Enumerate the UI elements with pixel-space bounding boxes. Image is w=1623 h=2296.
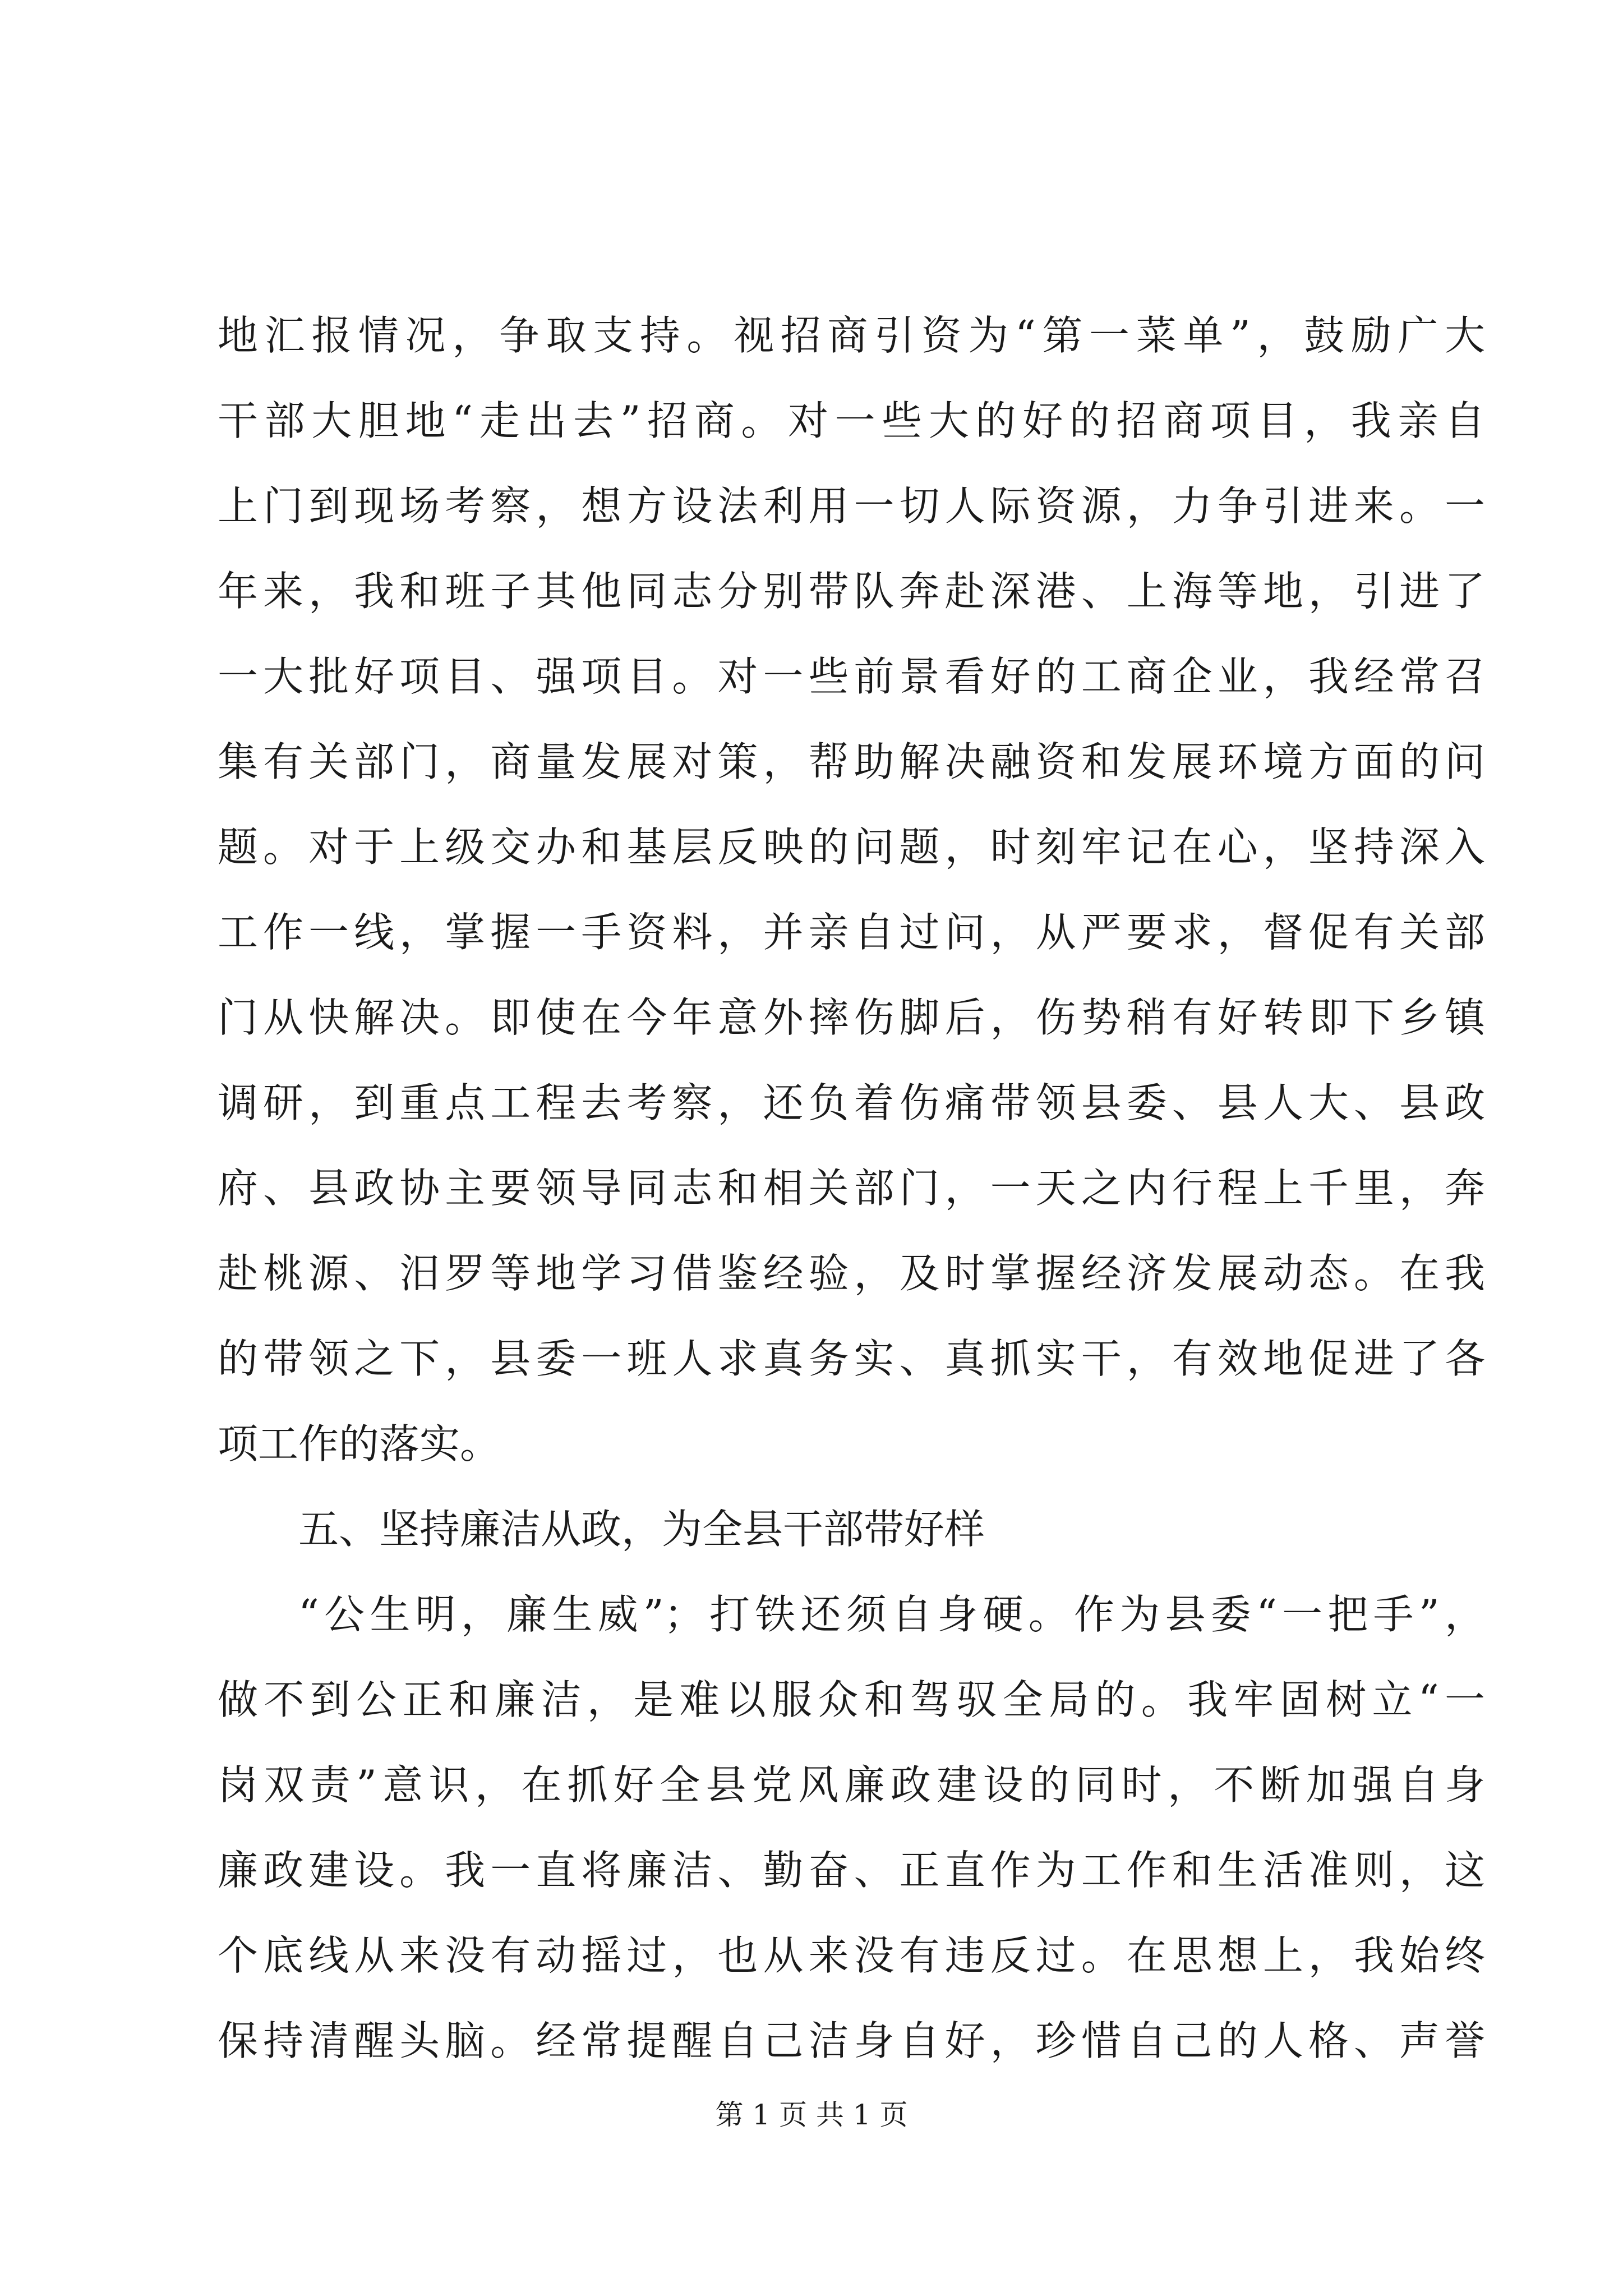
paragraph-line: 保持清醒头脑。经常提醒自己洁身自好，珍惜自己的人格、声誉 [218,2017,1485,2064]
document-body [218,293,1485,2083]
paragraph-line: 上门到现场考察，想方设法利用一切人际资源，力争引进来。一 [218,482,1485,530]
paragraph-line: 工作一线，掌握一手资料，并亲自过问，从严要求，督促有关部 [218,909,1485,956]
paragraph-line: 题。对于上级交办和基层反映的问题，时刻牢记在心，坚持深入 [218,823,1485,871]
paragraph-line: 廉政建设。我一直将廉洁、勤奋、正直作为工作和生活准则，这 [218,1847,1485,1894]
paragraph-line: 干部大胆地“走出去”招商。对一些大的好的招商项目，我亲自 [218,397,1485,444]
paragraph-line: 集有关部门，商量发展对策，帮助解决融资和发展环境方面的问 [218,738,1485,785]
paragraph-line: 一大批好项目、强项目。对一些前景看好的工商企业，我经常召 [218,653,1485,700]
paragraph-line: 府、县政协主要领导同志和相关部门，一天之内行程上千里，奔 [218,1165,1485,1212]
section-heading: 五、坚持廉洁从政，为全县干部带好样 [298,1506,985,1553]
paragraph-line: “公生明，廉生威”；打铁还须自身硬。作为县委“一把手”， [298,1591,1485,1638]
paragraph-line: 个底线从来没有动摇过，也从来没有违反过。在思想上，我始终 [218,1932,1485,1979]
page-number-footer: 第 1 页 共 1 页 [715,2099,908,2131]
paragraph-line: 做不到公正和廉洁，是难以服众和驾驭全局的。我牢固树立“一 [218,1676,1485,1723]
paragraph-line: 调研，到重点工程去考察，还负着伤痛带领县委、县人大、县政 [218,1079,1485,1126]
paragraph-line: 赴桃源、汨罗等地学习借鉴经验，及时掌握经济发展动态。在我 [218,1250,1485,1297]
paragraph-line: 项工作的落实。 [218,1420,501,1467]
paragraph-line: 岗双责”意识，在抓好全县党风廉政建设的同时，不断加强自身 [218,1761,1485,1809]
paragraph-line: 的带领之下，县委一班人求真务实、真抓实干，有效地促进了各 [218,1335,1485,1382]
paragraph-line: 地汇报情况，争取支持。视招商引资为“第一菜单”，鼓励广大 [218,312,1485,359]
paragraph-line: 年来，我和班子其他同志分别带队奔赴深港、上海等地，引进了 [218,568,1485,615]
paragraph-line: 门从快解决。即使在今年意外摔伤脚后，伤势稍有好转即下乡镇 [218,994,1485,1041]
